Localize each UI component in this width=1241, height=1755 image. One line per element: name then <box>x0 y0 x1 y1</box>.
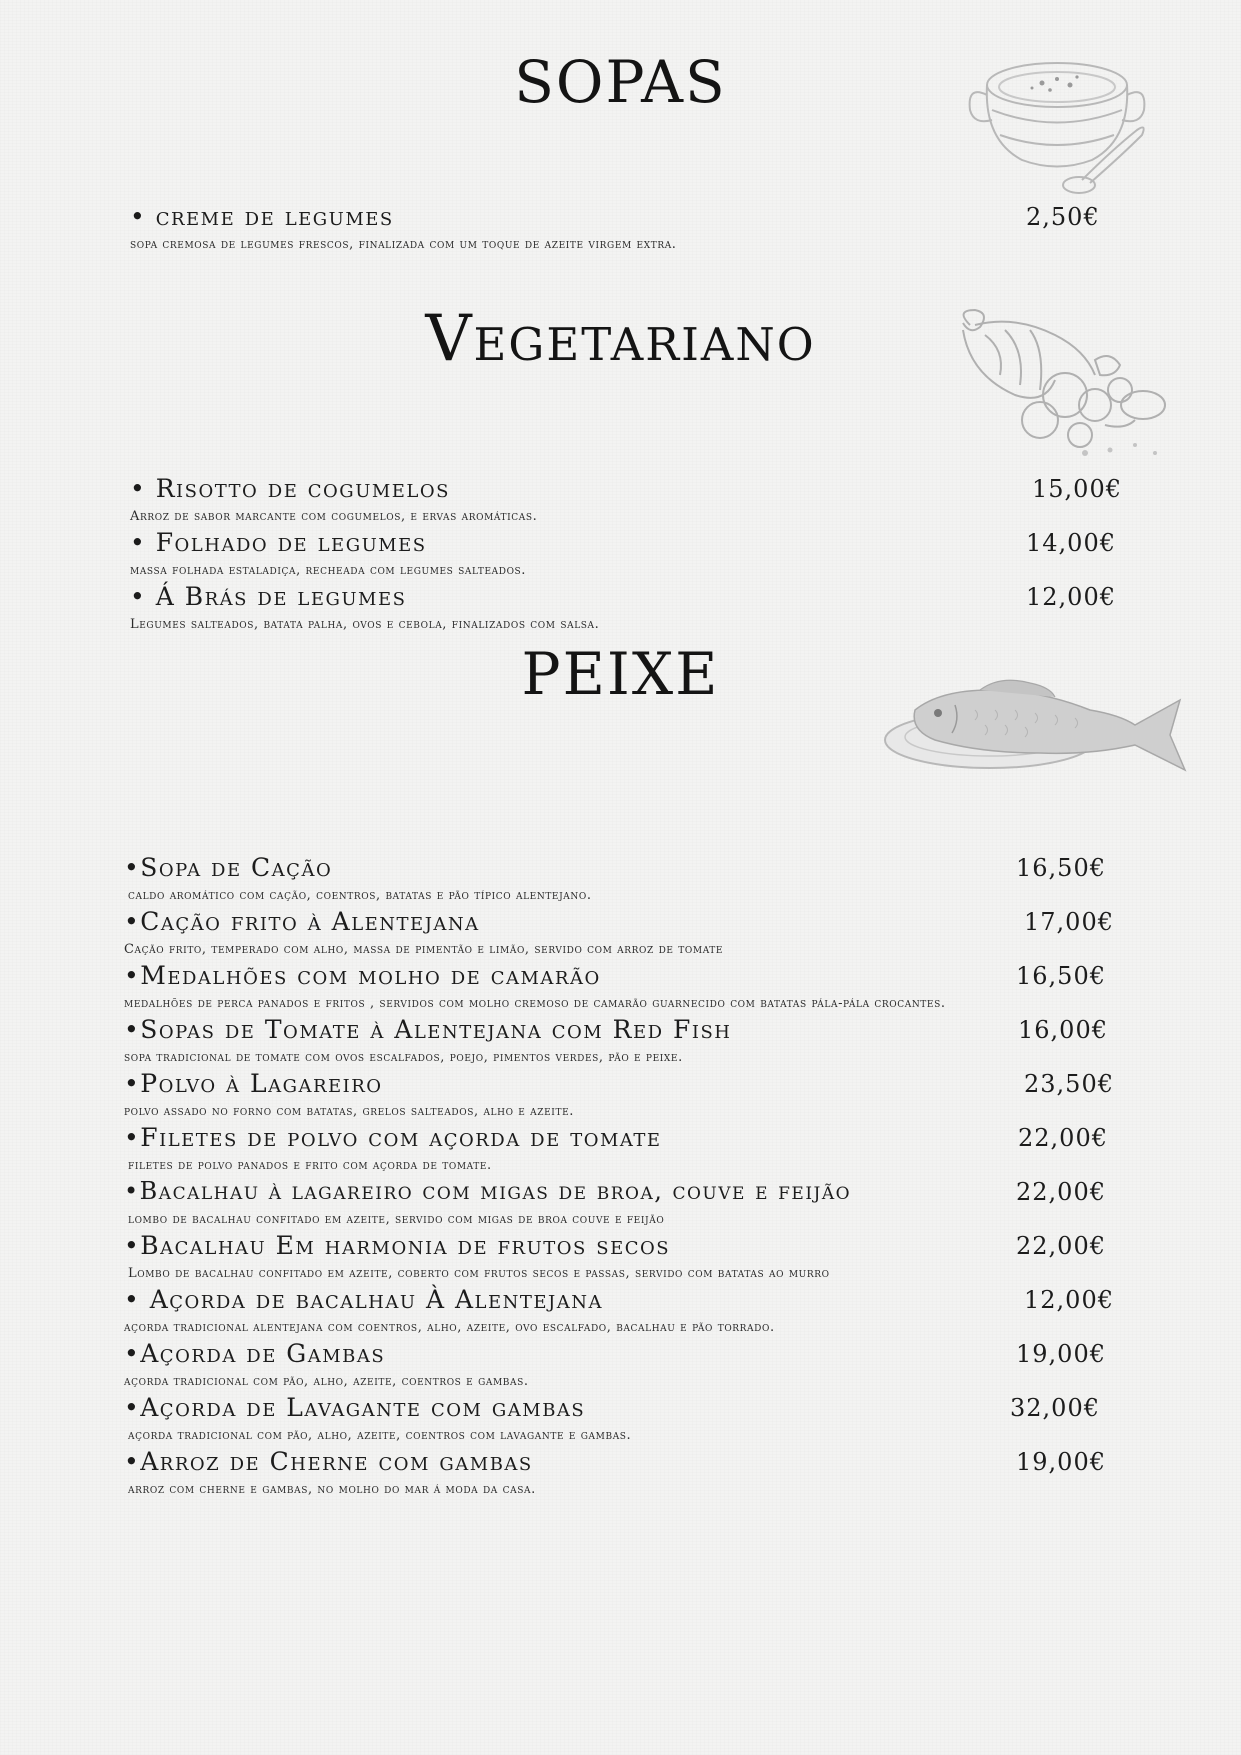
menu-item-price: 22,00€ <box>1018 1124 1108 1152</box>
menu-item-description: Cação frito, temperado com alho, massa de pimentão e limão, servido com arroz de tomate <box>124 942 724 957</box>
cornucopia-icon <box>945 305 1175 465</box>
soup-bowl-icon <box>962 55 1162 205</box>
menu-item-price: 22,00€ <box>1016 1178 1106 1206</box>
section-title-sopas: SOPAS <box>514 48 727 116</box>
menu-item-price: 16,00€ <box>1018 1016 1108 1044</box>
menu-item-name: •Polvo à Lagareiro <box>124 1069 383 1098</box>
menu-item-description: filetes de polvo panados e frito com açorda de tomate. <box>128 1158 492 1173</box>
menu-item-name: •Bacalhau Em harmonia de frutos secos <box>124 1231 671 1260</box>
menu-item-description: lombo de bacalhau confitado em azeite, servido com migas de broa couve e feijão <box>128 1212 665 1227</box>
menu-item-name: • Açorda de bacalhau À Alentejana <box>124 1285 603 1314</box>
menu-item-price: 12,00€ <box>1026 583 1116 611</box>
menu-item-name: • creme de legumes <box>130 202 394 231</box>
menu-item-name: •Açorda de Gambas <box>124 1339 386 1368</box>
section-title-peixe: PEIXE <box>521 640 720 708</box>
menu-item-name: •Cação frito à Alentejana <box>124 907 480 936</box>
menu-item-name: •Medalhões com molho de camarão <box>124 961 601 990</box>
menu-item-name: •Sopa de Cação <box>124 853 333 882</box>
menu-item-description: arroz com cherne e gambas, no molho do mar á moda da casa. <box>128 1482 536 1497</box>
menu-item-price: 17,00€ <box>1024 908 1114 936</box>
menu-item-price: 16,50€ <box>1016 854 1106 882</box>
menu-item-name: •Filetes de polvo com açorda de tomate <box>124 1123 662 1152</box>
menu-item-description: Arroz de sabor marcante com cogumelos, e ervas aromáticas. <box>130 509 538 524</box>
menu-item-price: 19,00€ <box>1016 1340 1106 1368</box>
menu-item-price: 14,00€ <box>1026 529 1116 557</box>
menu-item-price: 15,00€ <box>1032 475 1122 503</box>
menu-item-description: polvo assado no forno com batatas, grelos salteados, alho e azeite. <box>124 1104 574 1119</box>
menu-item-name: • Risotto de cogumelos <box>130 474 450 503</box>
menu-item-description: açorda tradicional com pão, alho, azeite, coentros com lavagante e gambas. <box>128 1428 632 1443</box>
menu-item-description: Legumes salteados, batata palha, ovos e cebola, finalizados com salsa. <box>130 617 600 632</box>
menu-item-description: sopa cremosa de legumes frescos, finalizada com um toque de azeite virgem extra. <box>130 237 677 252</box>
menu-item-name: • Folhado de legumes <box>130 528 427 557</box>
menu-item-price: 32,00€ <box>1010 1394 1100 1422</box>
menu-item-description: açorda tradicional com pão, alho, azeite, coentros e gambas. <box>124 1374 529 1389</box>
menu-item-price: 23,50€ <box>1024 1070 1114 1098</box>
menu-item-name: • Á Brás de legumes <box>130 582 407 611</box>
menu-item-description: Lombo de bacalhau confitado em azeite, coberto com frutos secos e passas, servido com batatas ao murro <box>128 1266 830 1281</box>
menu-item-name: •Açorda de Lavagante com gambas <box>124 1393 586 1422</box>
menu-item-description: massa folhada estaladiça, recheada com legumes salteados. <box>130 563 527 578</box>
menu-item-description: caldo aromático com cação, coentros, batatas e pão típico alentejano. <box>128 888 592 903</box>
menu-item-name: •Arroz de Cherne com gambas <box>124 1447 533 1476</box>
menu-item-price: 19,00€ <box>1016 1448 1106 1476</box>
menu-item-description: medalhões de perca panados e fritos , servidos com molho cremoso de camarão guarnecido com batatas pála-pála crocantes. <box>124 996 946 1011</box>
menu-item-price: 12,00€ <box>1024 1286 1114 1314</box>
menu-item-price: 22,00€ <box>1016 1232 1106 1260</box>
menu-item-description: açorda tradicional alentejana com coentros, alho, azeite, ovo escalfado, bacalhau e pão torrado. <box>124 1320 775 1335</box>
menu-item-price: 2,50€ <box>1026 203 1100 231</box>
menu-item-price: 16,50€ <box>1016 962 1106 990</box>
menu-item-name: •Sopas de Tomate à Alentejana com Red Fish <box>124 1015 732 1044</box>
menu-item-name: •Bacalhau à lagareiro com migas de broa, couve e feijão <box>124 1177 852 1205</box>
menu-item-description: sopa tradicional de tomate com ovos escalfados, poejo, pimentos verdes, pão e peixe. <box>124 1050 683 1065</box>
fish-plate-icon <box>880 675 1190 785</box>
section-title-vegetariano: Vegetariano <box>425 302 816 376</box>
